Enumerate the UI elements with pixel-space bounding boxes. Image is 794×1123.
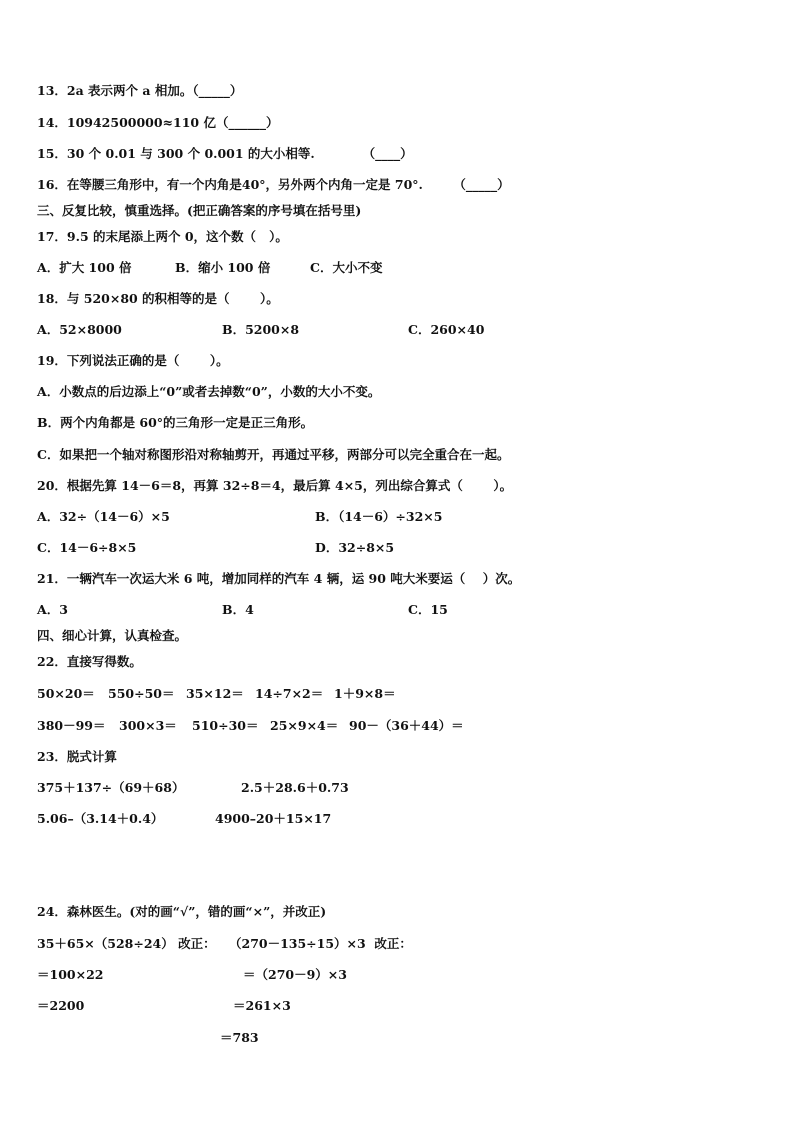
q24-right-line1: （270－135÷15）×3 改正： <box>229 936 412 951</box>
q23-item-d: 4900–20＋15×17 <box>215 811 332 826</box>
q22-row2-item: 510÷30＝ <box>192 718 259 733</box>
q24-stem: 24．森林医生。(对的画“√”，错的画“×”，并改正) <box>37 904 327 919</box>
q19-stem: 19．下列说法正确的是（ ）。 <box>37 353 229 368</box>
q23-item-b: 2.5＋28.6＋0.73 <box>241 780 349 795</box>
q22-row1-item: 35×12＝ <box>186 686 244 701</box>
q17-stem: 17．9.5 的末尾添上两个 0，这个数（ ）。 <box>37 229 288 244</box>
q21-option-c: C．15 <box>408 602 448 617</box>
q17-option-b: B．缩小 100 倍 <box>175 260 271 275</box>
q23-stem: 23．脱式计算 <box>37 749 117 764</box>
q17-option-a: A．扩大 100 倍 <box>37 260 132 275</box>
q24-left-line1: 35＋65×（528÷24） 改正： <box>37 936 216 951</box>
q19-option-a: A．小数点的后边添上“0”或者去掉数“0”，小数的大小不变。 <box>37 384 381 399</box>
q22-row1-item: 50×20＝ <box>37 686 95 701</box>
q22-row1-item: 14÷7×2＝ <box>255 686 324 701</box>
q22-row1-item: 550÷50＝ <box>108 686 175 701</box>
q24-left-line3: ＝2200 <box>37 998 85 1013</box>
q20-stem: 20．根据先算 14－6＝8，再算 32÷8＝4，最后算 4×5，列出综合算式（ ）。 <box>37 478 513 493</box>
q23-item-a: 375＋137÷（69＋68） <box>37 780 185 795</box>
q18-option-b: B．5200×8 <box>222 322 300 337</box>
q22-row1-item: 1＋9×8＝ <box>334 686 396 701</box>
q13: 13．2a 表示两个 a 相加。（_____） <box>37 83 243 98</box>
q18-stem: 18．与 520×80 的积相等的是（ ）。 <box>37 291 279 306</box>
q24-right-line2: ＝（270－9）×3 <box>243 967 347 982</box>
section-3-heading: 三、反复比较，慎重选择。(把正确答案的序号填在括号里) <box>37 203 362 218</box>
q22-row2-item: 300×3＝ <box>119 718 177 733</box>
q22-stem: 22．直接写得数。 <box>37 654 142 669</box>
q24-right-line4: ＝783 <box>220 1030 259 1045</box>
q22-row2-item: 90－（36＋44）＝ <box>349 718 464 733</box>
q22-row2-item: 380－99＝ <box>37 718 106 733</box>
q20-option-d: D．32÷8×5 <box>315 540 395 555</box>
q21-option-b: B．4 <box>222 602 254 617</box>
q21-stem: 21．一辆汽车一次运大米 6 吨，增加同样的汽车 4 辆，运 90 吨大米要运（ ）次。 <box>37 571 521 586</box>
q18-option-c: C．260×40 <box>408 322 485 337</box>
q20-option-c: C．14－6÷8×5 <box>37 540 137 555</box>
q19-option-b: B．两个内角都是 60°的三角形一定是正三角形。 <box>37 415 314 430</box>
q24-right-line3: ＝261×3 <box>233 998 291 1013</box>
section-4-heading: 四、细心计算，认真检查。 <box>37 628 188 643</box>
q15: 15．30 个 0.01 与 300 个 0.001 的大小相等. （____） <box>37 146 413 161</box>
q19-option-c: C．如果把一个轴对称图形沿对称轴剪开，再通过平移，两部分可以完全重合在一起。 <box>37 447 510 462</box>
q14: 14．10942500000≈110 亿（______） <box>37 115 279 130</box>
q20-option-b: B．（14－6）÷32×5 <box>315 509 443 524</box>
q22-row2-item: 25×9×4＝ <box>270 718 339 733</box>
q16: 16．在等腰三角形中，有一个内角是40°，另外两个内角一定是 70°. （_____） <box>37 177 510 192</box>
q24-left-line2: ＝100×22 <box>37 967 104 982</box>
q20-option-a: A．32÷（14－6）×5 <box>37 509 170 524</box>
q17-option-c: C．大小不变 <box>310 260 383 275</box>
q21-option-a: A．3 <box>37 602 68 617</box>
q23-item-c: 5.06–（3.14＋0.4） <box>37 811 164 826</box>
q18-option-a: A．52×8000 <box>37 322 122 337</box>
